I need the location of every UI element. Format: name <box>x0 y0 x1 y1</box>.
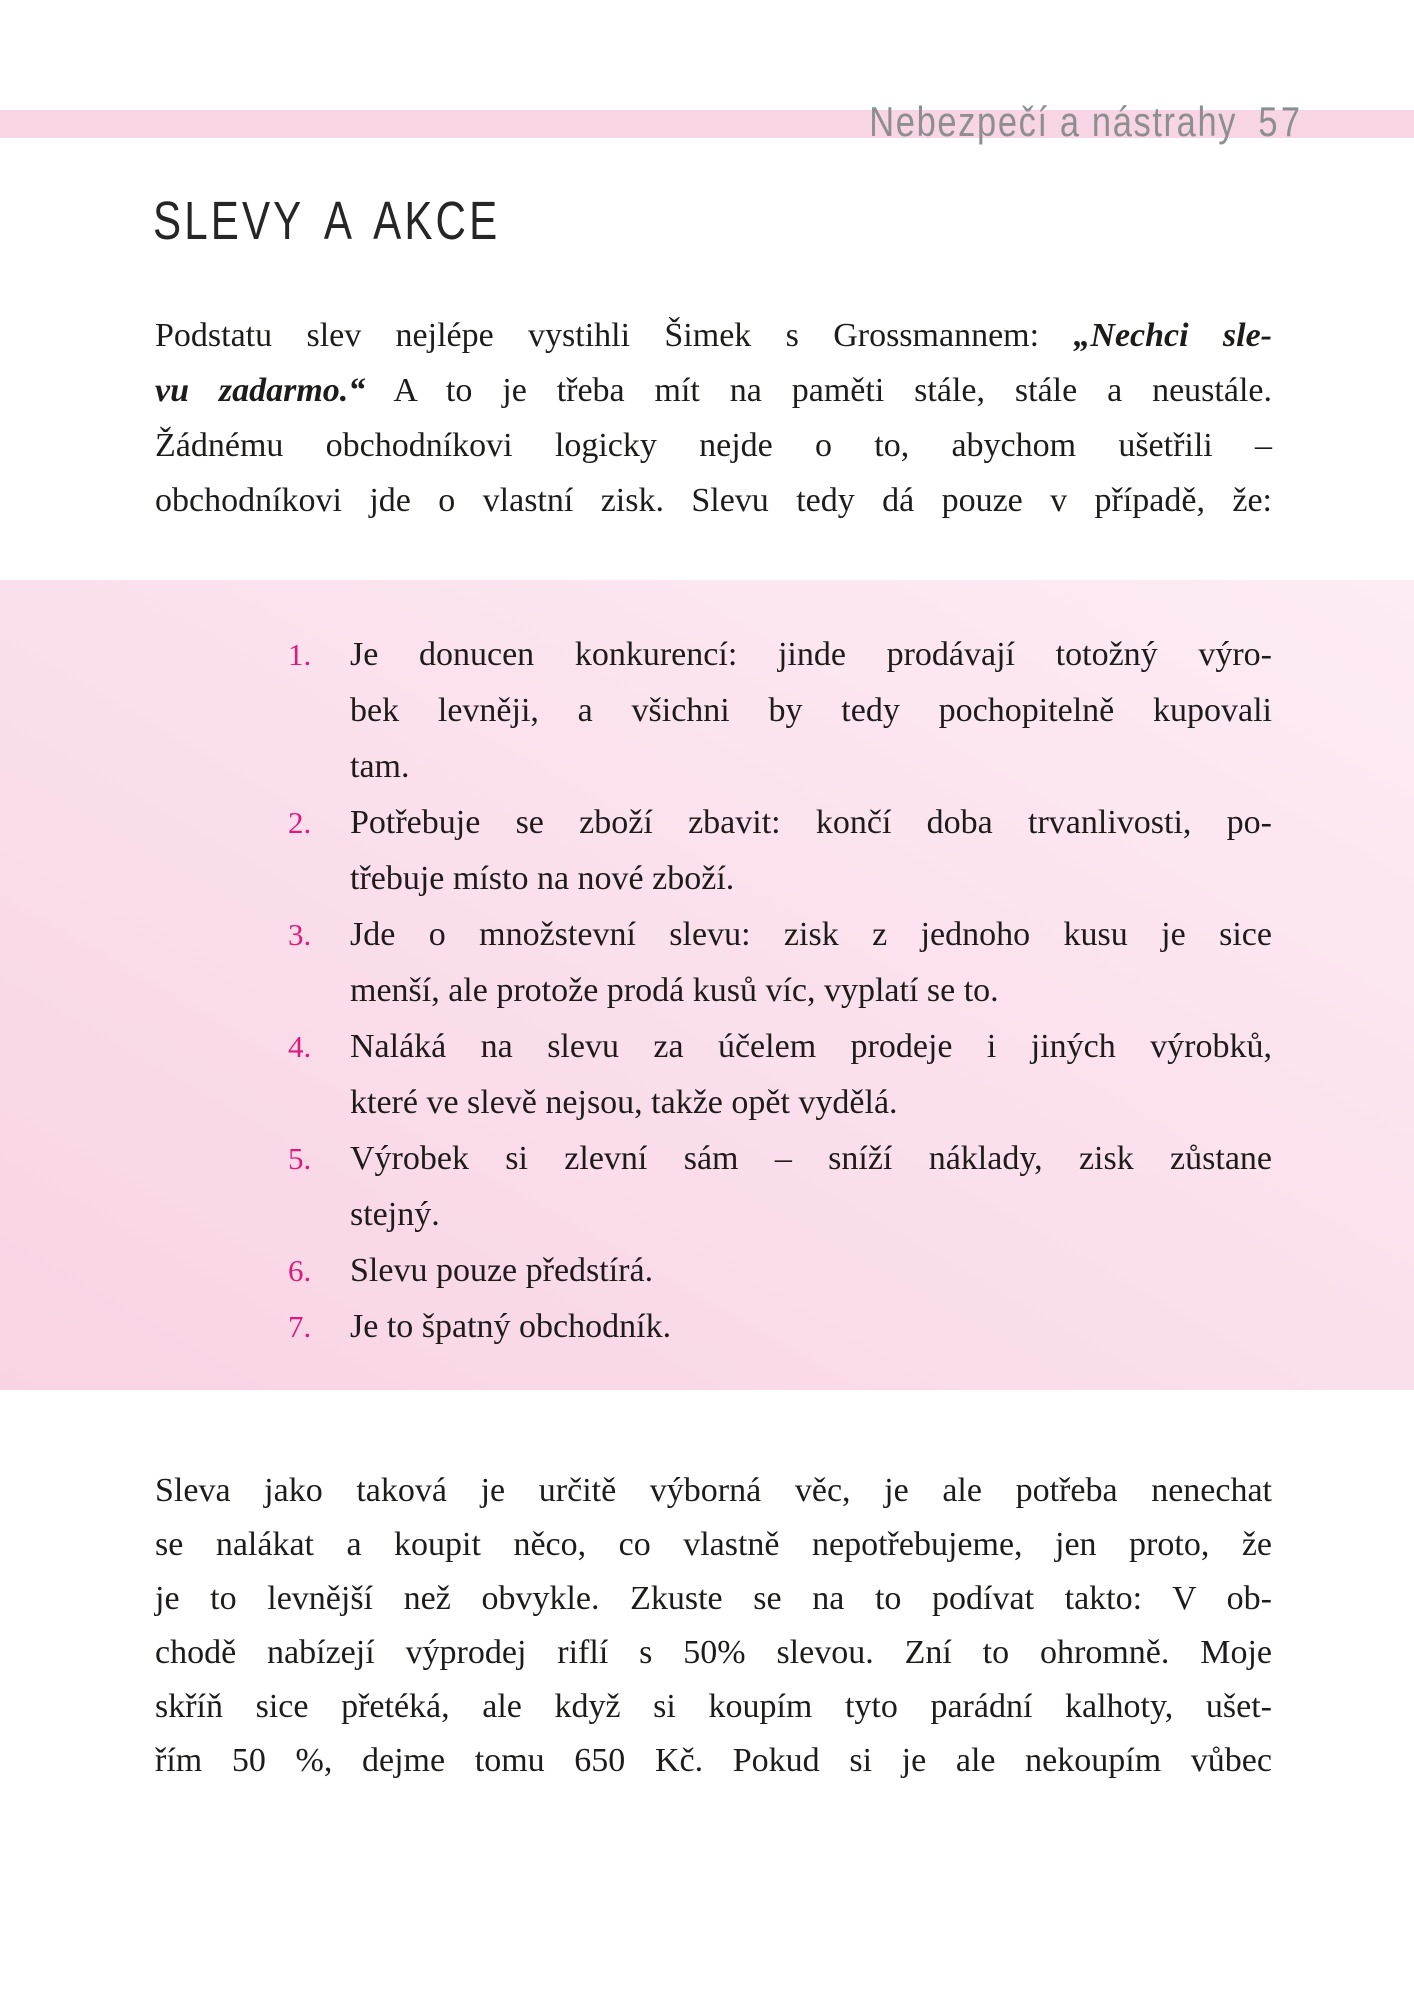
highlight-box <box>0 580 1414 1390</box>
section-title <box>153 192 598 251</box>
discount-reasons-list <box>288 627 1272 1355</box>
list-item <box>288 627 1272 795</box>
list-item <box>288 1131 1272 1243</box>
intro-regular-text: A to je třeba mít na paměti stále, stále a neustále. <box>365 372 1272 409</box>
paragraph-line: chodě nabízejí výprodej riflí s 50% slevou. Zní to ohromně. Moje <box>155 1634 1272 1671</box>
list-item-number: 5. <box>288 1141 312 1176</box>
list-line: které ve slevě nejsou, takže opět vydělá. <box>350 1084 898 1121</box>
list-item-text <box>350 627 1272 795</box>
list-item-number: 4. <box>288 1029 312 1064</box>
paragraph-line: obchodníkovi jde o vlastní zisk. Slevu tedy dá pouze v případě, že: <box>155 482 1272 519</box>
paragraph-line <box>155 308 1272 363</box>
paragraph-line <box>155 363 1272 418</box>
list-line: Naláká na slevu za účelem prodeje i jiných výrobků, <box>350 1028 1272 1065</box>
intro-regular-text: Podstatu slev nejlépe vystihli Šimek s Grossmannem: <box>155 317 1074 354</box>
quote-emphasis-text: „Nechci sle- <box>1073 317 1272 354</box>
list-item-text <box>350 795 1272 907</box>
outro-paragraph <box>155 1464 1272 1788</box>
list-item-number: 2. <box>288 805 312 840</box>
list-item-text <box>350 1019 1272 1131</box>
list-line: Potřebuje se zboží zbavit: končí doba trvanlivosti, po- <box>350 804 1272 841</box>
page-number: 57 <box>1258 98 1303 145</box>
paragraph-line: je to levnější než obvykle. Zkuste se na to podívat takto: V ob- <box>155 1580 1272 1617</box>
list-item-text <box>350 1299 1272 1355</box>
list-item-number: 6. <box>288 1253 312 1288</box>
list-line: Jde o množstevní slevu: zisk z jednoho kusu je sice <box>350 916 1272 953</box>
list-item-number: 1. <box>288 637 312 672</box>
section-title-text: SLEVY A AKCE <box>153 191 501 251</box>
list-line: Slevu pouze předstírá. <box>350 1252 654 1289</box>
list-line: tam. <box>350 748 410 785</box>
list-item <box>288 1299 1272 1355</box>
list-item <box>288 1019 1272 1131</box>
list-line: Výrobek si zlevní sám – sníží náklady, zisk zůstane <box>350 1140 1272 1177</box>
paragraph-line: skříň sice přetéká, ale když si koupím tyto parádní kalhoty, ušet- <box>155 1688 1272 1725</box>
list-item-text <box>350 1243 1272 1299</box>
list-item <box>288 907 1272 1019</box>
paragraph-line: řím 50 %, dejme tomu 650 Kč. Pokud si je ale nekoupím vůbec <box>155 1742 1272 1779</box>
paragraph-line: se nalákat a koupit něco, co vlastně nepotřebujeme, jen proto, že <box>155 1526 1272 1563</box>
list-line: Je to špatný obchodník. <box>350 1308 672 1345</box>
list-line: Je donucen konkurencí: jinde prodávají totožný výro- <box>350 636 1272 673</box>
paragraph-line: Žádnému obchodníkovi logicky nejde o to, abychom ušetřili – <box>155 427 1272 464</box>
list-line: stejný. <box>350 1196 440 1233</box>
list-item-text <box>350 907 1272 1019</box>
paragraph-line: Sleva jako taková je určitě výborná věc, je ale potřeba nenechat <box>155 1472 1272 1509</box>
list-item-text <box>350 1131 1272 1243</box>
list-item <box>288 1243 1272 1299</box>
chapter-title: Nebezpečí a nástrahy <box>868 98 1237 145</box>
quote-emphasis-text: vu zadarmo.“ <box>155 372 366 409</box>
running-header-text <box>869 99 1303 145</box>
running-header <box>774 99 1303 145</box>
list-item-number: 7. <box>288 1309 312 1344</box>
list-item <box>288 795 1272 907</box>
list-line: bek levněji, a všichni by tedy pochopitelně kupovali <box>350 692 1272 729</box>
list-line: třebuje místo na nové zboží. <box>350 860 735 897</box>
intro-paragraph <box>155 308 1272 528</box>
list-line: menší, ale protože prodá kusů víc, vyplatí se to. <box>350 972 999 1009</box>
list-item-number: 3. <box>288 917 312 952</box>
